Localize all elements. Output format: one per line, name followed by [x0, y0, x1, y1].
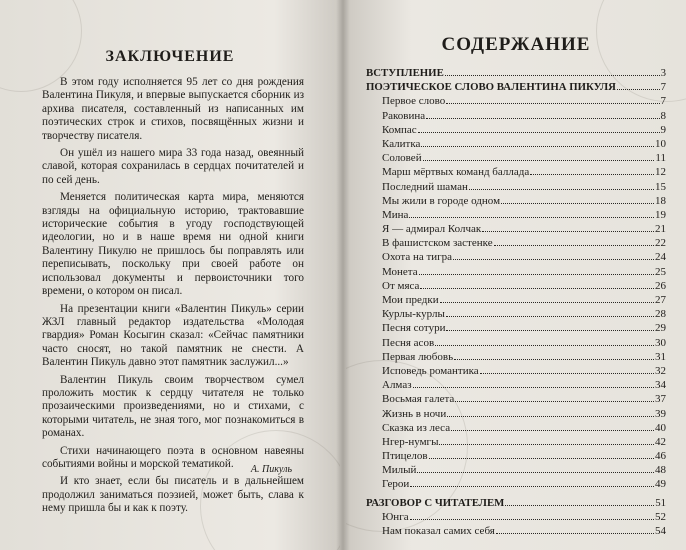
toc-page-number: 11	[655, 152, 666, 165]
toc-page-number: 29	[655, 322, 666, 335]
toc-page-number: 9	[660, 123, 666, 136]
toc-leader-dots	[410, 486, 654, 487]
toc-page-number: 15	[655, 180, 666, 193]
toc-leader-dots	[451, 430, 654, 431]
toc-entry	[366, 463, 666, 477]
toc-entry-title: Мы жили в городе одном	[382, 194, 501, 207]
toc-entry-title: Охота на тигра	[382, 251, 453, 264]
toc-page-number: 19	[655, 208, 666, 221]
conclusion-text	[42, 76, 304, 520]
toc-page-number: 24	[655, 251, 666, 264]
toc-entry	[366, 364, 666, 378]
toc-entry-title: Восьмая галета	[382, 393, 455, 406]
toc-page-number: 10	[655, 137, 666, 150]
toc-entry	[366, 407, 666, 421]
toc-entry	[366, 94, 666, 108]
toc-entry-title: Марш мёртвых команд баллада	[382, 166, 530, 179]
toc-page-number: 28	[655, 308, 666, 321]
toc-entry	[366, 449, 666, 463]
toc-entry-title: Мои предки	[382, 294, 439, 306]
toc-entry-title: Юнга	[382, 510, 409, 523]
toc-leader-dots	[445, 75, 660, 76]
toc-page-number: 7	[660, 81, 666, 94]
toc-leader-dots	[439, 444, 654, 445]
toc-entry	[366, 265, 666, 279]
toc-entry-title: Исповедь романтика	[382, 364, 479, 377]
toc-page-number: 31	[655, 350, 666, 363]
toc-page-number: 21	[655, 223, 666, 236]
toc-leader-dots	[410, 519, 654, 520]
toc-leader-dots	[423, 160, 655, 161]
toc-entry	[366, 477, 666, 491]
toc-entry	[366, 236, 666, 250]
toc-page-number: 27	[655, 294, 666, 306]
toc-leader-dots	[447, 416, 654, 417]
toc-leader-dots	[426, 118, 659, 119]
toc-entry-title: Компас	[382, 123, 417, 136]
toc-entry	[366, 293, 666, 307]
toc-leader-dots	[617, 89, 660, 90]
toc-entry	[366, 524, 666, 538]
toc-entry	[366, 336, 666, 350]
toc-page-number: 34	[655, 379, 666, 392]
toc-entry	[366, 151, 666, 165]
paragraph: Стихи начинающего поэта в основном навеяны событиями войны и морской тематикой.	[42, 444, 304, 470]
toc-entry-title: Я — адмирал Колчак	[382, 223, 482, 236]
toc-entry	[366, 350, 666, 364]
paragraph: На презентации книги «Валентин Пикуль» серии ЖЗЛ главный редактор издательства «Молодая гвардия» Роман Косыгин сказал: «Сейчас памятники часто сносят, но такой памятник не снести. А Валентин Пикуль давно этот памятник заслужил...»	[42, 302, 304, 369]
toc-page-number: 22	[655, 237, 666, 250]
paragraph: И кто знает, если бы писатель и в дальнейшем продолжил заниматься поэзией, может быть, слава к нему пришла бы и как к поэту.	[42, 475, 304, 515]
toc-entry	[366, 194, 666, 208]
toc-entry-title: От мяса	[382, 279, 420, 292]
toc-entry-title: Нам показал самих себя	[382, 525, 495, 537]
toc-page-number: 32	[655, 364, 666, 377]
toc-page-number: 12	[655, 166, 666, 179]
toc-entry	[366, 378, 666, 392]
toc-entry-title: Соловей	[382, 152, 422, 165]
toc-entry-title: Первая любовь	[382, 350, 454, 363]
toc-leader-dots	[482, 231, 654, 232]
toc-entry	[366, 307, 666, 321]
toc-entry-title: Раковина	[382, 109, 426, 122]
toc-entry-title: РАЗГОВОР С ЧИТАТЕЛЕМ	[366, 496, 505, 509]
toc-page-number: 26	[655, 279, 666, 292]
paragraph: Он ушёл из нашего мира 33 года назад, овеянный славой, которая сохранилась в сердцах почитателей и по сей день.	[42, 147, 304, 186]
toc-entry-title: Нгер-нумгы	[382, 435, 439, 448]
toc-entry-title: Песня сотури	[382, 322, 446, 335]
toc-page-number: 52	[655, 510, 666, 523]
toc-page-number: 46	[655, 450, 666, 463]
toc-section-entry	[366, 80, 666, 94]
toc-page-number: 48	[655, 464, 666, 477]
toc-entry	[366, 250, 666, 264]
toc-entry-title: Первое слово	[382, 95, 446, 108]
toc-entry	[366, 165, 666, 179]
toc-entry-title: Милый	[382, 464, 417, 477]
left-page	[0, 0, 340, 550]
toc-entry-title: В фашистском застенке	[382, 237, 493, 250]
toc-leader-dots	[419, 274, 654, 275]
toc-entry-title: Калитка	[382, 137, 421, 150]
toc-page-number: 18	[655, 194, 666, 207]
toc-entry-title: Алмаз	[382, 379, 412, 392]
paragraph: Меняется политическая карта мира, меняются взгляды на официальную историю, трактовавшие исторические события в угоду господствующей идеологии, но и в наше время ни одной книги Валентину Пикулю не пришлось бы поправлять или переписывать, поскольку при своей работе он использовал документы и первоисточники того времени, о котором он писал.	[42, 191, 304, 298]
toc-leader-dots	[429, 458, 654, 459]
toc-entry	[366, 435, 666, 449]
toc-entry-title: Сказка из леса	[382, 421, 451, 434]
toc-entry	[366, 510, 666, 524]
toc-page-number: 37	[655, 393, 666, 406]
toc-entry-title: Герои	[382, 478, 410, 491]
toc-page-number: 54	[655, 525, 666, 537]
toc-leader-dots	[418, 132, 660, 133]
toc-entry	[366, 208, 666, 222]
contents-title: СОДЕРЖАНИЕ	[441, 34, 591, 55]
toc-page-number: 8	[660, 109, 666, 122]
toc-page-number: 7	[660, 95, 666, 108]
toc-entry-title: ПОЭТИЧЕСКОЕ СЛОВО ВАЛЕНТИНА ПИКУЛЯ	[366, 81, 616, 94]
toc-entry	[366, 321, 666, 335]
toc-entry	[366, 109, 666, 123]
paragraph: Валентин Пикуль своим творчеством сумел проложить мостик к сердцу читателя не только прозаическими произведениями, но и стихами, с которыми читатель, не зная того, мог познакомиться в романах.	[42, 373, 304, 440]
toc-leader-dots	[496, 533, 654, 534]
toc-entry-title: ВСТУПЛЕНИЕ	[366, 67, 444, 79]
toc-leader-dots	[480, 373, 654, 374]
paragraph: В этом году исполняется 95 лет со дня рождения Валентина Пикуля, и впервые выпускается сборник из архива писателя, составленный из написанных им поэтических строк и стихов, посвящённых жизни и творчеству писателя.	[42, 76, 304, 142]
toc-leader-dots	[446, 316, 654, 317]
toc-section-entry	[366, 66, 666, 80]
toc-leader-dots	[505, 505, 654, 506]
toc-entry	[366, 123, 666, 137]
toc-entry-title: Монета	[382, 265, 418, 278]
toc-section-entry	[366, 496, 666, 510]
toc-leader-dots	[494, 245, 654, 246]
toc-leader-dots	[435, 345, 654, 346]
toc-entry	[366, 279, 666, 293]
toc-page-number: 25	[655, 265, 666, 278]
author-signature: А. Пикуль	[250, 464, 292, 475]
toc-page-number: 49	[655, 478, 666, 491]
toc-leader-dots	[421, 146, 654, 147]
toc-entry-title: Мина	[382, 208, 409, 221]
toc-entry-title: Птицелов	[382, 450, 428, 463]
table-of-contents	[366, 66, 666, 538]
toc-entry	[366, 222, 666, 236]
toc-entry-title: Последний шаман	[382, 180, 468, 193]
toc-page-number: 39	[655, 407, 666, 420]
toc-page-number: 30	[655, 336, 666, 349]
toc-leader-dots	[417, 472, 654, 473]
right-page	[346, 0, 686, 550]
toc-leader-dots	[455, 401, 654, 402]
toc-leader-dots	[413, 387, 654, 388]
toc-page-number: 51	[655, 496, 666, 509]
toc-leader-dots	[409, 217, 654, 218]
toc-page-number: 3	[660, 67, 666, 79]
toc-leader-dots	[453, 259, 654, 260]
conclusion-title: ЗАКЛЮЧЕНИЕ	[105, 48, 235, 65]
toc-leader-dots	[420, 288, 654, 289]
toc-leader-dots	[440, 302, 654, 303]
toc-leader-dots	[446, 330, 654, 331]
toc-page-number: 40	[655, 421, 666, 434]
toc-entry	[366, 392, 666, 406]
toc-entry	[366, 180, 666, 194]
toc-page-number: 42	[655, 435, 666, 448]
toc-entry-title: Курлы-курлы	[382, 308, 445, 321]
toc-leader-dots	[501, 203, 654, 204]
toc-entry-title: Песня асов	[382, 336, 435, 349]
toc-entry	[366, 421, 666, 435]
toc-leader-dots	[469, 189, 654, 190]
toc-leader-dots	[446, 103, 659, 104]
toc-leader-dots	[530, 174, 654, 175]
toc-entry	[366, 137, 666, 151]
toc-leader-dots	[454, 359, 654, 360]
toc-entry-title: Жизнь в ночи	[382, 407, 447, 420]
